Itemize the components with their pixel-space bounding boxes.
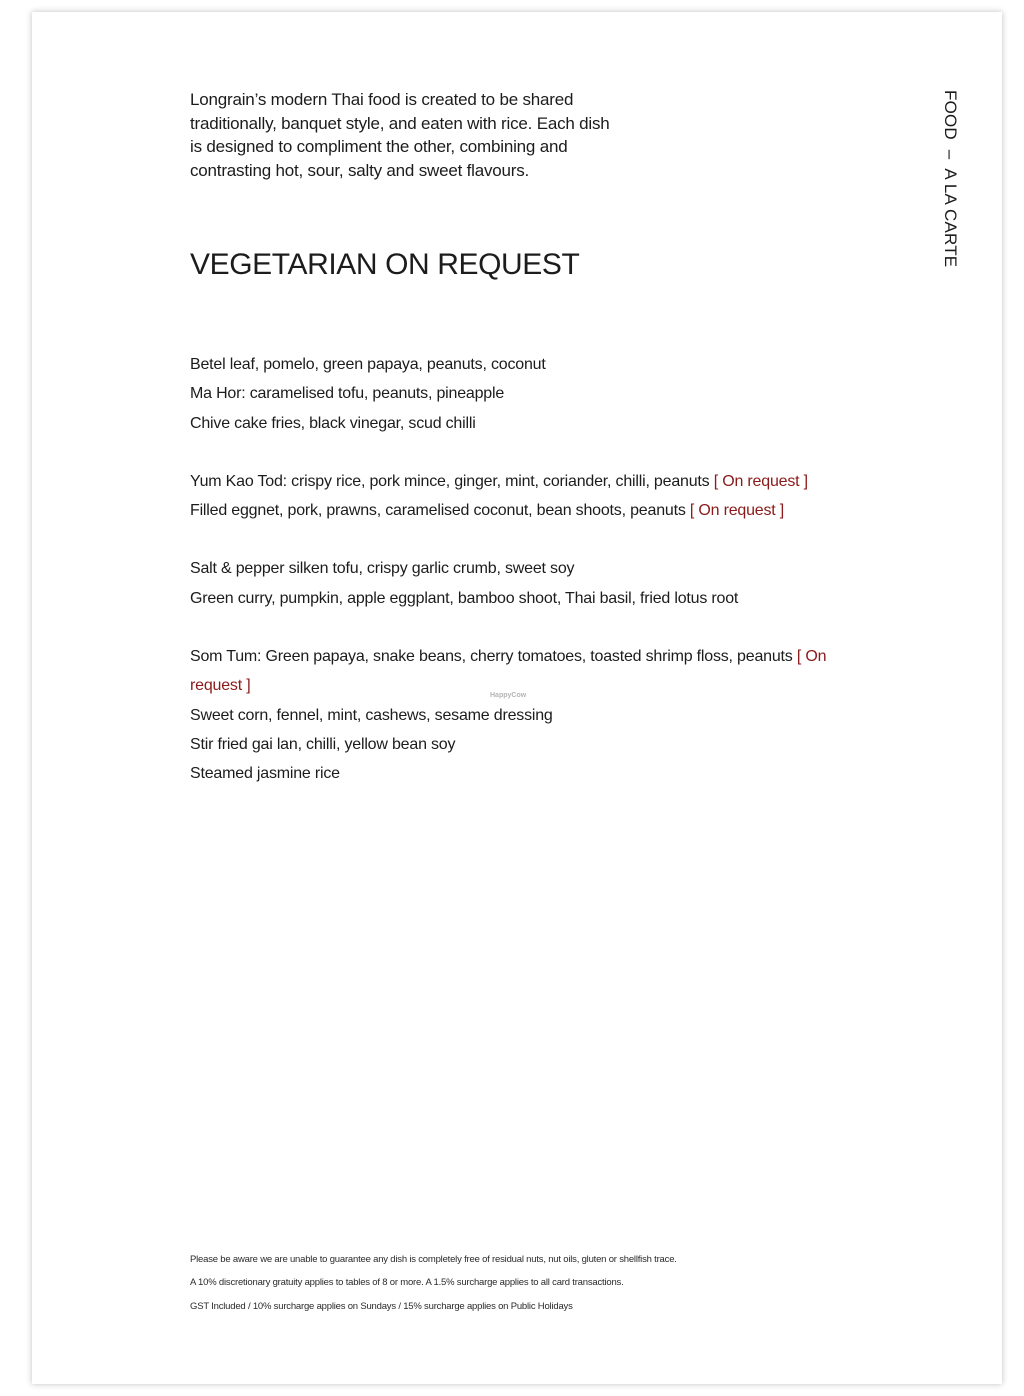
menu-item xyxy=(190,379,840,408)
menu-item xyxy=(190,584,840,613)
menu-item-text: Stir fried gai lan, chilli, yellow bean soy xyxy=(190,735,456,753)
menu-item-text: Salt & pepper silken tofu, crispy garlic crumb, sweet soy xyxy=(190,560,575,578)
page-heading: VEGETARIAN ON REQUEST xyxy=(190,248,580,281)
menu-item-text: Sweet corn, fennel, mint, cashews, sesame dressing xyxy=(190,706,553,724)
footer-note: GST Included / 10% surcharge applies on Sundays / 15% surcharge applies on Public Holidays xyxy=(190,1300,573,1312)
side-label: FOOD – A LA CARTE xyxy=(941,90,960,268)
menu-item-text: Steamed jasmine rice xyxy=(190,765,340,783)
menu-item xyxy=(190,409,840,438)
menu-list xyxy=(190,350,840,818)
menu-item xyxy=(190,467,840,496)
menu-item xyxy=(190,554,840,583)
menu-item xyxy=(190,350,840,379)
footer-note: A 10% discretionary gratuity applies to tables of 8 or more. A 1.5% surcharge applies to all card transactions. xyxy=(190,1277,624,1289)
menu-group xyxy=(190,554,840,613)
menu-item-text: Som Tum: Green papaya, snake beans, cherry tomatoes, toasted shrimp floss, peanuts xyxy=(190,648,793,666)
menu-item-text: Filled eggnet, pork, prawns, caramelised coconut, bean shoots, peanuts xyxy=(190,502,686,520)
menu-item-text: Green curry, pumpkin, apple eggplant, bamboo shoot, Thai basil, fried lotus root xyxy=(190,589,739,607)
on-request-tag: [ On request ] xyxy=(689,502,785,520)
menu-page xyxy=(32,12,1002,1384)
watermark: HappyCow xyxy=(490,692,527,699)
menu-group xyxy=(190,467,840,526)
footer-notes xyxy=(190,1248,890,1318)
menu-item xyxy=(190,701,840,730)
menu-item-text: Yum Kao Tod: crispy rice, pork mince, ginger, mint, coriander, chilli, peanuts xyxy=(190,472,710,490)
menu-item-text: Betel leaf, pomelo, green papaya, peanuts, coconut xyxy=(190,356,546,373)
on-request-tag: [ On request ] xyxy=(190,648,827,695)
menu-item xyxy=(190,496,840,525)
menu-item xyxy=(190,730,840,759)
menu-item xyxy=(190,759,840,788)
intro-paragraph: Longrain’s modern Thai food is created to be shared traditionally, banquet style, and eaten with rice. Each dish is designed to compliment the other, combining and contrasting hot, sour, salty and sweet flavours. xyxy=(190,90,610,180)
menu-group xyxy=(190,350,840,438)
menu-item-text: Ma Hor: caramelised tofu, peanuts, pineapple xyxy=(190,385,505,403)
side-label-container xyxy=(912,90,972,290)
footer-note: Please be aware we are unable to guarantee any dish is completely free of residual nuts, nut oils, gluten or shellfish trace. xyxy=(190,1254,677,1265)
on-request-tag: [ On request ] xyxy=(713,472,808,490)
menu-group xyxy=(190,642,840,788)
menu-item-text: Chive cake fries, black vinegar, scud chilli xyxy=(190,414,476,432)
